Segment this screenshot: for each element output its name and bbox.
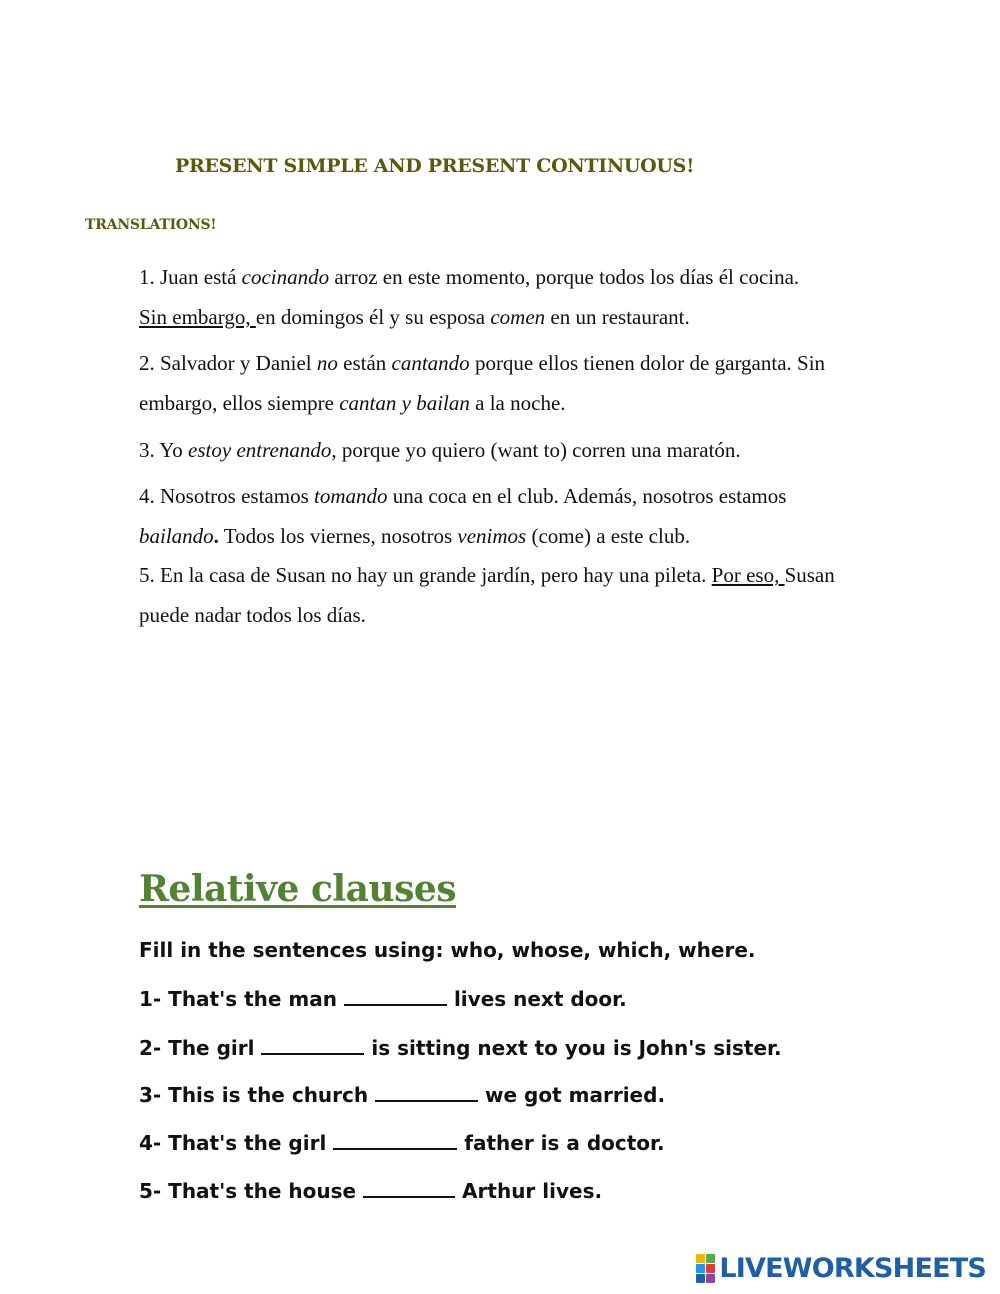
answer-blank-2[interactable]: [261, 1035, 364, 1055]
answer-blank-3[interactable]: [375, 1082, 478, 1102]
exercise-question-4: 4- That's the girl father is a doctor.: [139, 1131, 665, 1155]
translation-line-5: 3. Yo estoy entrenando, porque yo quiero (want to) corren una maratón.: [139, 438, 741, 462]
answer-blank-5[interactable]: [363, 1178, 455, 1198]
exercise-question-2: 2- The girl is sitting next to you is John's sister.: [139, 1036, 782, 1060]
translation-line-4: embargo, ellos siempre cantan y bailan a la noche.: [139, 391, 566, 415]
translation-line-1: 1. Juan está cocinando arroz en este momento, porque todos los días él cocina.: [139, 265, 800, 289]
translation-line-8: 5. En la casa de Susan no hay un grande jardín, pero hay una pileta. Por eso, Susan: [139, 563, 835, 587]
relative-clauses-heading: Relative clauses: [139, 868, 457, 910]
liveworksheets-logo-icon: [696, 1254, 715, 1283]
exercise-question-1: 1- That's the man lives next door.: [139, 987, 627, 1011]
liveworksheets-brand: [696, 1253, 986, 1284]
translation-line-3: 2. Salvador y Daniel no están cantando porque ellos tienen dolor de garganta. Sin: [139, 351, 826, 375]
translation-line-9: puede nadar todos los días.: [139, 603, 366, 627]
translation-line-2: Sin embargo, en domingos él y su esposa comen en un restaurant.: [139, 305, 690, 329]
section-subtitle: TRANSLATIONS!: [85, 217, 217, 233]
page-title: PRESENT SIMPLE AND PRESENT CONTINUOUS!: [175, 155, 695, 177]
answer-blank-4[interactable]: [333, 1130, 457, 1150]
brand-name: LIVEWORKSHEETS: [719, 1253, 986, 1284]
exercise-question-3: 3- This is the church we got married.: [139, 1083, 666, 1107]
answer-blank-1[interactable]: [344, 986, 447, 1006]
translation-line-6: 4. Nosotros estamos tomando una coca en el club. Además, nosotros estamos: [139, 484, 787, 508]
exercise-question-5: 5- That's the house Arthur lives.: [139, 1179, 603, 1203]
translation-line-7: bailando. Todos los viernes, nosotros venimos (come) a este club.: [139, 524, 691, 548]
exercise-instruction: Fill in the sentences using: who, whose, which, where.: [139, 938, 756, 962]
